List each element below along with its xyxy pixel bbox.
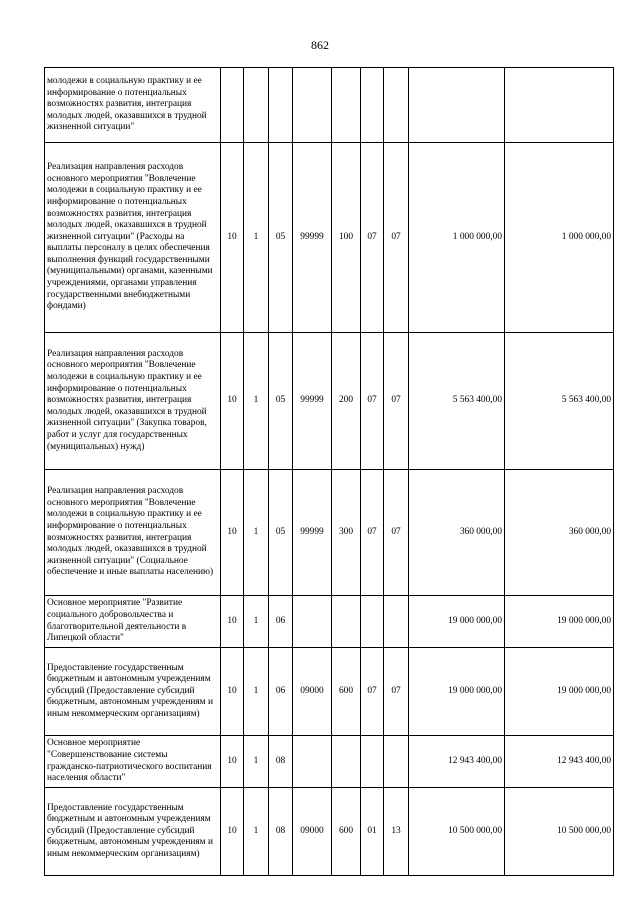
row-code-3: 05: [269, 143, 293, 333]
row-code-6: 07: [361, 143, 384, 333]
row-code-5: [332, 68, 361, 143]
row-code-5: 300: [332, 470, 361, 596]
row-code-4: 09000: [293, 648, 332, 736]
row-amount-1: 12 943 400,00: [409, 736, 505, 788]
row-code-5: [332, 596, 361, 648]
row-code-5: [332, 736, 361, 788]
row-code-3: 05: [269, 470, 293, 596]
budget-table: [44, 67, 614, 876]
row-code-4: 99999: [293, 333, 332, 470]
row-code-2: 1: [244, 788, 269, 876]
row-code-7: [384, 596, 409, 648]
row-amount-1: 10 500 000,00: [409, 788, 505, 876]
row-code-1: [221, 68, 244, 143]
row-amount-1: 19 000 000,00: [409, 648, 505, 736]
row-amount-1: 360 000,00: [409, 470, 505, 596]
row-code-4: [293, 596, 332, 648]
row-code-2: 1: [244, 648, 269, 736]
row-code-3: 05: [269, 333, 293, 470]
row-code-2: 1: [244, 470, 269, 596]
row-description: Основное мероприятие "Совершенствование системы гражданско-патриотического воспитания населения области": [45, 736, 221, 788]
row-code-2: [244, 68, 269, 143]
row-code-1: 10: [221, 648, 244, 736]
row-description: Реализация направления расходов основного мероприятия "Вовлечение молодежи в социальную практику и ее информирование о потенциальных возможностях развития, интеграция молодых людей, оказавшихся в трудной жизненной ситуации" (Закупка товаров, работ и услуг для государственных (муниципальных) нужд): [45, 333, 221, 470]
row-amount-2: 360 000,00: [505, 470, 614, 596]
row-code-1: 10: [221, 596, 244, 648]
table-row: [45, 333, 614, 470]
row-code-4: 09000: [293, 788, 332, 876]
row-code-1: 10: [221, 788, 244, 876]
row-amount-1: 19 000 000,00: [409, 596, 505, 648]
row-code-2: 1: [244, 596, 269, 648]
row-code-6: 07: [361, 470, 384, 596]
row-amount-2: 1 000 000,00: [505, 143, 614, 333]
row-code-4: 99999: [293, 143, 332, 333]
row-code-3: 06: [269, 596, 293, 648]
row-code-6: [361, 68, 384, 143]
row-code-7: 07: [384, 333, 409, 470]
row-code-1: 10: [221, 736, 244, 788]
row-code-7: 13: [384, 788, 409, 876]
row-amount-1: 5 563 400,00: [409, 333, 505, 470]
row-code-7: 07: [384, 143, 409, 333]
row-code-1: 10: [221, 143, 244, 333]
row-code-3: 06: [269, 648, 293, 736]
row-code-4: [293, 736, 332, 788]
row-code-6: [361, 596, 384, 648]
row-code-2: 1: [244, 736, 269, 788]
row-amount-2: 19 000 000,00: [505, 648, 614, 736]
row-code-5: 600: [332, 788, 361, 876]
row-code-6: 07: [361, 333, 384, 470]
row-code-2: 1: [244, 143, 269, 333]
row-amount-1: 1 000 000,00: [409, 143, 505, 333]
row-amount-2: 10 500 000,00: [505, 788, 614, 876]
table-row: [45, 596, 614, 648]
row-code-5: 100: [332, 143, 361, 333]
table-row: [45, 68, 614, 143]
row-amount-1: [409, 68, 505, 143]
row-code-4: [293, 68, 332, 143]
row-code-6: [361, 736, 384, 788]
row-amount-2: [505, 68, 614, 143]
row-code-1: 10: [221, 333, 244, 470]
row-code-6: 07: [361, 648, 384, 736]
row-code-5: 200: [332, 333, 361, 470]
row-code-3: 08: [269, 788, 293, 876]
row-description: молодежи в социальную практику и ее информирование о потенциальных возможностях развития, интеграция молодых людей, оказавшихся в трудной жизненной ситуации": [45, 68, 221, 143]
row-code-3: 08: [269, 736, 293, 788]
row-code-7: 07: [384, 470, 409, 596]
row-code-7: [384, 736, 409, 788]
row-code-7: [384, 68, 409, 143]
row-description: Основное мероприятие "Развитие социального добровольчества и благотворительной деятельности в Липецкой области": [45, 596, 221, 648]
row-amount-2: 5 563 400,00: [505, 333, 614, 470]
row-code-6: 01: [361, 788, 384, 876]
row-description: Реализация направления расходов основного мероприятия "Вовлечение молодежи в социальную практику и ее информирование о потенциальных возможностях развития, интеграция молодых людей, оказавшихся в трудной жизненной ситуации" (Расходы на выплаты персоналу в целях обеспечения выполнения функций государственными (муниципальными) органами, казенными учреждениями, органами управления государственными внебюджетными фондами): [45, 143, 221, 333]
table-row: [45, 788, 614, 876]
row-amount-2: 12 943 400,00: [505, 736, 614, 788]
row-description: Реализация направления расходов основного мероприятия "Вовлечение молодежи в социальную практику и ее информирование о потенциальных возможностях развития, интеграция молодых людей, оказавшихся в трудной жизненной ситуации" (Социальное обеспечение и иные выплаты населению): [45, 470, 221, 596]
row-code-2: 1: [244, 333, 269, 470]
table-row: [45, 143, 614, 333]
row-description: Предоставление государственным бюджетным и автономным учреждениям субсидий (Предоставление субсидий бюджетным, автономным учреждениям и иным некоммерческим организациям): [45, 788, 221, 876]
row-code-3: [269, 68, 293, 143]
row-code-4: 99999: [293, 470, 332, 596]
table-row: [45, 648, 614, 736]
row-code-7: 07: [384, 648, 409, 736]
page-number: 862: [311, 38, 329, 52]
row-code-5: 600: [332, 648, 361, 736]
table-row: [45, 736, 614, 788]
row-amount-2: 19 000 000,00: [505, 596, 614, 648]
table-row: [45, 470, 614, 596]
row-description: Предоставление государственным бюджетным и автономным учреждениям субсидий (Предоставление субсидий бюджетным, автономным учреждениям и иным некоммерческим организациям): [45, 648, 221, 736]
row-code-1: 10: [221, 470, 244, 596]
